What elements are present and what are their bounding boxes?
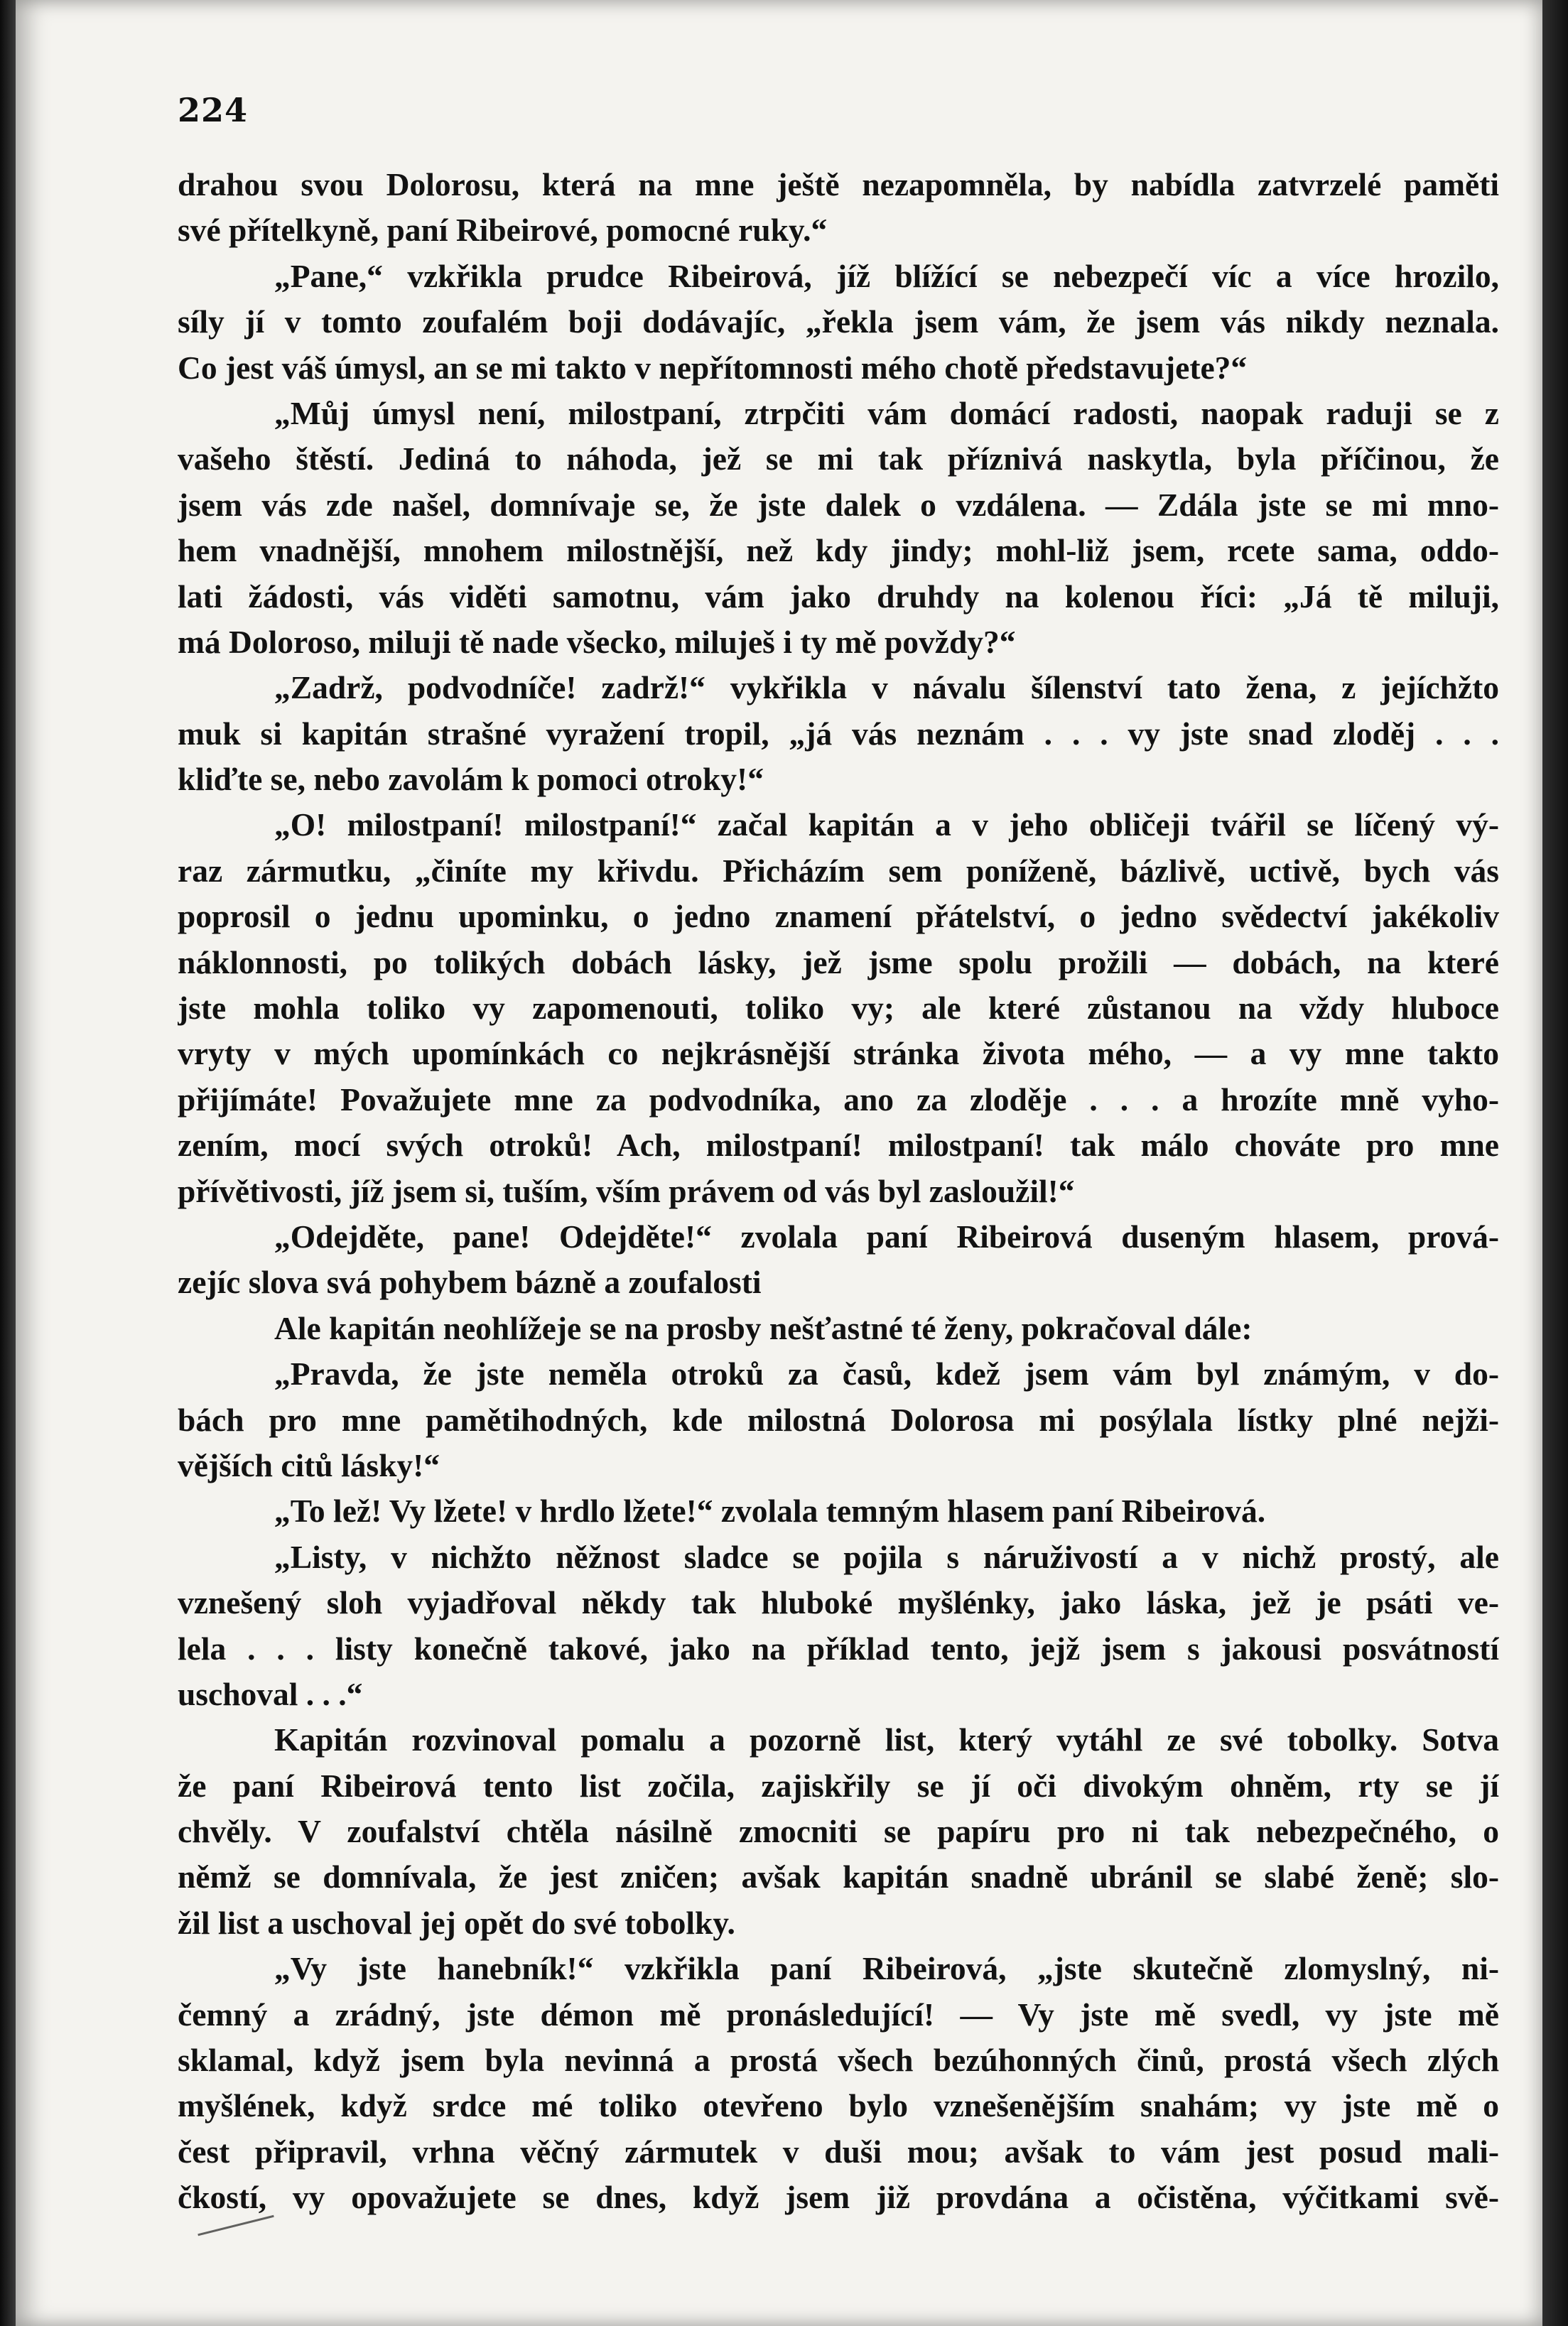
text-line: „To lež! Vy lžete! v hrdlo lžete!“ zvolala temným hlasem paní Ribeirová. — [274, 1493, 1266, 1530]
text-line: Ale kapitán neohlížeje se na prosby nešťastné té ženy, pokračoval dále: — [274, 1309, 1253, 1346]
text-line: vašeho štěstí. Jediná to náhoda, jež se mi tak příznivá naskytla, byla příčinou, že — [178, 440, 1499, 477]
text-line: vryty v mých upomínkách co nejkrásnější stránka života mého, — a vy mne takto — [178, 1035, 1499, 1072]
text-line: přijímáte! Považujete mne za podvodníka, ano za zloděje . . . a hrozíte mně vyho- — [178, 1081, 1499, 1118]
text-line: uschoval . . .“ — [178, 1675, 363, 1712]
text-line: „Pane,“ vzkřikla prudce Ribeirová, jíž blížící se nebezpečí víc a více hrozilo, — [274, 257, 1499, 294]
text-line: poprosil o jednu upominku, o jedno znamení přátelství, o jedno svědectví jakékoliv — [178, 898, 1499, 935]
book-page — [16, 0, 1542, 2326]
text-line: přívětivosti, jíž jsem si, tuším, vším právem od vás byl zasloužil!“ — [178, 1172, 1075, 1209]
text-line: chvěly. V zoufalství chtěla násilně zmocniti se papíru pro ni tak nebezpečného, o — [178, 1813, 1499, 1850]
text-line: čemný a zrádný, jste démon mě pronásledující! — Vy jste mě svedl, vy jste mě — [178, 1996, 1499, 2033]
text-line: vznešený sloh vyjadřoval někdy tak hluboké myšlénky, jako láska, jež je psáti ve- — [178, 1584, 1499, 1621]
text-line: své přítelkyně, paní Ribeirové, pomocné ruky.“ — [178, 212, 828, 249]
text-line: „Pravda, že jste neměla otroků za časů, kdež jsem vám byl známým, v do- — [274, 1356, 1499, 1392]
text-line: lati žádosti, vás viděti samotnu, vám jako druhdy na kolenou říci: „Já tě miluji, — [178, 578, 1499, 615]
text-line: němž se domnívala, že jest zničen; avšak kapitán snadně ubránil se slabé ženě; slo- — [178, 1859, 1499, 1895]
text-line: náklonnosti, po tolikých dobách lásky, jež jsme spolu prožili — dobách, na které — [178, 943, 1499, 980]
text-line: jsem vás zde našel, domnívaje se, že jste dalek o vzdálena. — Zdála jste se mi mno- — [178, 486, 1499, 523]
text-line: že paní Ribeirová tento list zočila, zajiskřily se jí oči divokým ohněm, rty se jí — [178, 1767, 1499, 1804]
text-line: čest připravil, vrhna věčný zármutek v duši mou; avšak to vám jest posud mali- — [178, 2133, 1499, 2170]
text-line: má Doloroso, miluji tě nade všecko, miluješ i ty mě povždy?“ — [178, 623, 1016, 660]
text-line: „Listy, v nichžto něžnost sladce se pojila s náruživostí a v nichž prostý, ale — [274, 1538, 1499, 1575]
text-line: síly jí v tomto zoufalém boji dodávajíc, „řekla jsem vám, že jsem vás nikdy neznala. — [178, 303, 1499, 340]
text-line: zejíc slova svá pohybem bázně a zoufalosti — [178, 1264, 762, 1301]
page-number: 224 — [178, 91, 249, 129]
text-line: jste mohla toliko vy zapomenouti, toliko vy; ale které zůstanou na vždy hluboce — [178, 990, 1499, 1027]
text-line: raz zármutku, „činíte my křivdu. Přicházím sem poníženě, bázlivě, uctivě, bych vás — [178, 852, 1499, 889]
text-line: kliďte se, nebo zavolám k pomoci otroky!“ — [178, 761, 764, 798]
text-line: čkostí, vy opovažujete se dnes, když jsem již provdána a očistěna, výčitkami svě- — [178, 2179, 1499, 2216]
text-line: Co jest váš úmysl, an se mi takto v nepřítomnosti mého chotě představujete?“ — [178, 349, 1248, 386]
text-line: muk si kapitán strašné vyražení tropil, „já vás neznám . . . vy jste snad zloděj . . . — [178, 715, 1499, 752]
text-line: drahou svou Dolorosu, která na mne ještě nezapomněla, by nabídla zatvrzelé paměti — [178, 166, 1499, 202]
text-line: „Vy jste hanebník!“ vzkřikla paní Ribeirová, „jste skutečně zlomyslný, ni- — [274, 1950, 1499, 1987]
text-line: sklamal, když jsem byla nevinná a prostá všech bezúhonných činů, prostá všech zlých — [178, 2042, 1499, 2079]
text-line: „Zadrž, podvodníče! zadrž!“ vykřikla v návalu šílenství tato žena, z jejíchžto — [274, 669, 1499, 706]
text-line: lela . . . listy konečně takové, jako na příklad tento, jejž jsem s jakousi posvátností — [178, 1630, 1499, 1667]
scan-edge-left — [0, 0, 16, 2326]
text-line: žil list a uschoval jej opět do své tobolky. — [178, 1904, 735, 1941]
text-line: „O! milostpaní! milostpaní!“ začal kapitán a v jeho obličeji tvářil se líčený vý- — [274, 806, 1499, 843]
text-line: hem vnadnější, mnohem milostnější, než kdy jindy; mohl-liž jsem, rcete sama, oddo- — [178, 532, 1499, 569]
scan-edge-right — [1542, 0, 1568, 2326]
text-line: myšlének, když srdce mé toliko otevřeno bylo vznešenějším snahám; vy jste mě o — [178, 2087, 1499, 2124]
text-line: bách pro mne pamětihodných, kde milostná Dolorosa mi posýlala lístky plné nejži- — [178, 1401, 1499, 1438]
text-line: Kapitán rozvinoval pomalu a pozorně list, který vytáhl ze své tobolky. Sotva — [274, 1721, 1499, 1758]
text-line: „Můj úmysl není, milostpaní, ztrpčiti vám domácí radosti, naopak raduji se z — [274, 394, 1499, 431]
text-line: vějších citů lásky!“ — [178, 1446, 440, 1483]
text-line: „Odejděte, pane! Odejděte!“ zvolala paní Ribeirová duseným hlasem, prová- — [274, 1218, 1499, 1255]
body-text — [178, 162, 1499, 2221]
text-line: zením, mocí svých otroků! Ach, milostpaní! milostpaní! tak málo chováte pro mne — [178, 1127, 1499, 1164]
